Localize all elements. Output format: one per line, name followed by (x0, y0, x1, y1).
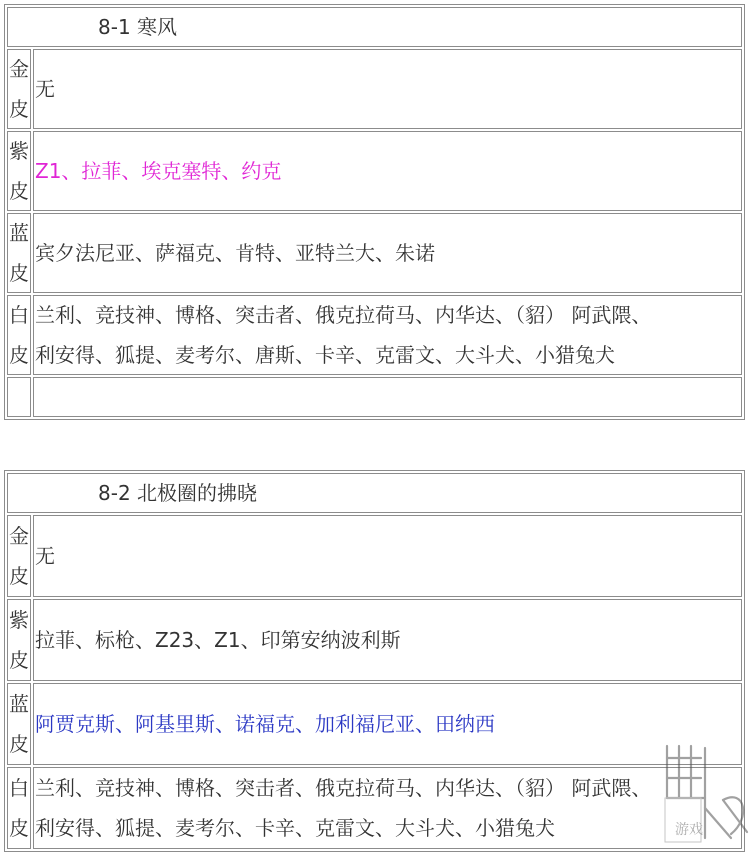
rarity-label (7, 683, 31, 765)
ship-list-line: 拉菲、标枪、Z23、Z1、印第安纳波利斯 (35, 628, 401, 652)
ship-list (33, 49, 742, 129)
ship-list (33, 599, 742, 681)
ship-list (33, 131, 742, 211)
stage-title: 8-2 北极圈的拂晓 (7, 473, 742, 513)
rarity-label (7, 377, 31, 417)
ship-drop-table (4, 470, 745, 852)
rarity-row-gold (7, 49, 742, 129)
stage-title: 8-1 寒风 (7, 7, 742, 47)
ship-list-line: 无 (35, 77, 55, 101)
rarity-label-char: 皮 (9, 97, 29, 121)
ship-list (33, 683, 742, 765)
rarity-label-char: 金 (9, 524, 29, 548)
rarity-label-char: 紫 (9, 608, 29, 632)
ship-list (33, 767, 742, 849)
rarity-label-char: 皮 (9, 343, 29, 367)
rarity-label-char: 皮 (9, 816, 29, 840)
rarity-row-purple (7, 599, 742, 681)
ship-list (33, 515, 742, 597)
rarity-label-char: 皮 (9, 648, 29, 672)
rarity-label-char: 蓝 (9, 692, 29, 716)
ship-list-line: Z1、拉菲、埃克塞特、约克 (35, 159, 282, 183)
rarity-label-char: 紫 (9, 139, 29, 163)
ship-list-line: 兰利、竞技神、博格、突击者、俄克拉荷马、内华达、（貂） 阿武隈、 (35, 776, 652, 800)
rarity-row-white (7, 295, 742, 375)
rarity-label-char: 皮 (9, 261, 29, 285)
watermark-text: 游戏 (675, 822, 703, 838)
rarity-label (7, 131, 31, 211)
rarity-row-blue (7, 213, 742, 293)
ship-list-line: 宾夕法尼亚、萨福克、肯特、亚特兰大、朱诺 (35, 241, 435, 265)
rarity-label (7, 49, 31, 129)
rarity-row-blue (7, 683, 742, 765)
rarity-label-char: 皮 (9, 564, 29, 588)
rarity-label-char: 白 (9, 776, 29, 800)
table-title-row (7, 473, 742, 513)
ship-list (33, 213, 742, 293)
ship-list-line: 兰利、竞技神、博格、突击者、俄克拉荷马、内华达、（貂） 阿武隈、 (35, 303, 652, 327)
rarity-row-gold (7, 515, 742, 597)
ship-list (33, 377, 742, 417)
rarity-label (7, 213, 31, 293)
ship-drop-table (4, 4, 745, 420)
rarity-label (7, 295, 31, 375)
empty-row (7, 377, 742, 417)
rarity-label-char: 金 (9, 57, 29, 81)
rarity-label-char: 皮 (9, 179, 29, 203)
table-title-row (7, 7, 742, 47)
ship-list-line: 阿贾克斯、阿基里斯、诺福克、加利福尼亚、田纳西 (35, 712, 495, 736)
rarity-label-char: 白 (9, 303, 29, 327)
game-logo-watermark-icon (661, 738, 753, 848)
rarity-row-white (7, 767, 742, 849)
ship-list (33, 295, 742, 375)
rarity-label (7, 599, 31, 681)
ship-list-line: 利安得、狐提、麦考尔、卡辛、克雷文、大斗犬、小猎兔犬 (35, 816, 555, 840)
rarity-row-purple (7, 131, 742, 211)
ship-list-line: 无 (35, 544, 55, 568)
rarity-label-char: 蓝 (9, 221, 29, 245)
rarity-label (7, 767, 31, 849)
rarity-label-char: 皮 (9, 732, 29, 756)
ship-list-line: 利安得、狐提、麦考尔、唐斯、卡辛、克雷文、大斗犬、小猎兔犬 (35, 343, 615, 367)
rarity-label (7, 515, 31, 597)
